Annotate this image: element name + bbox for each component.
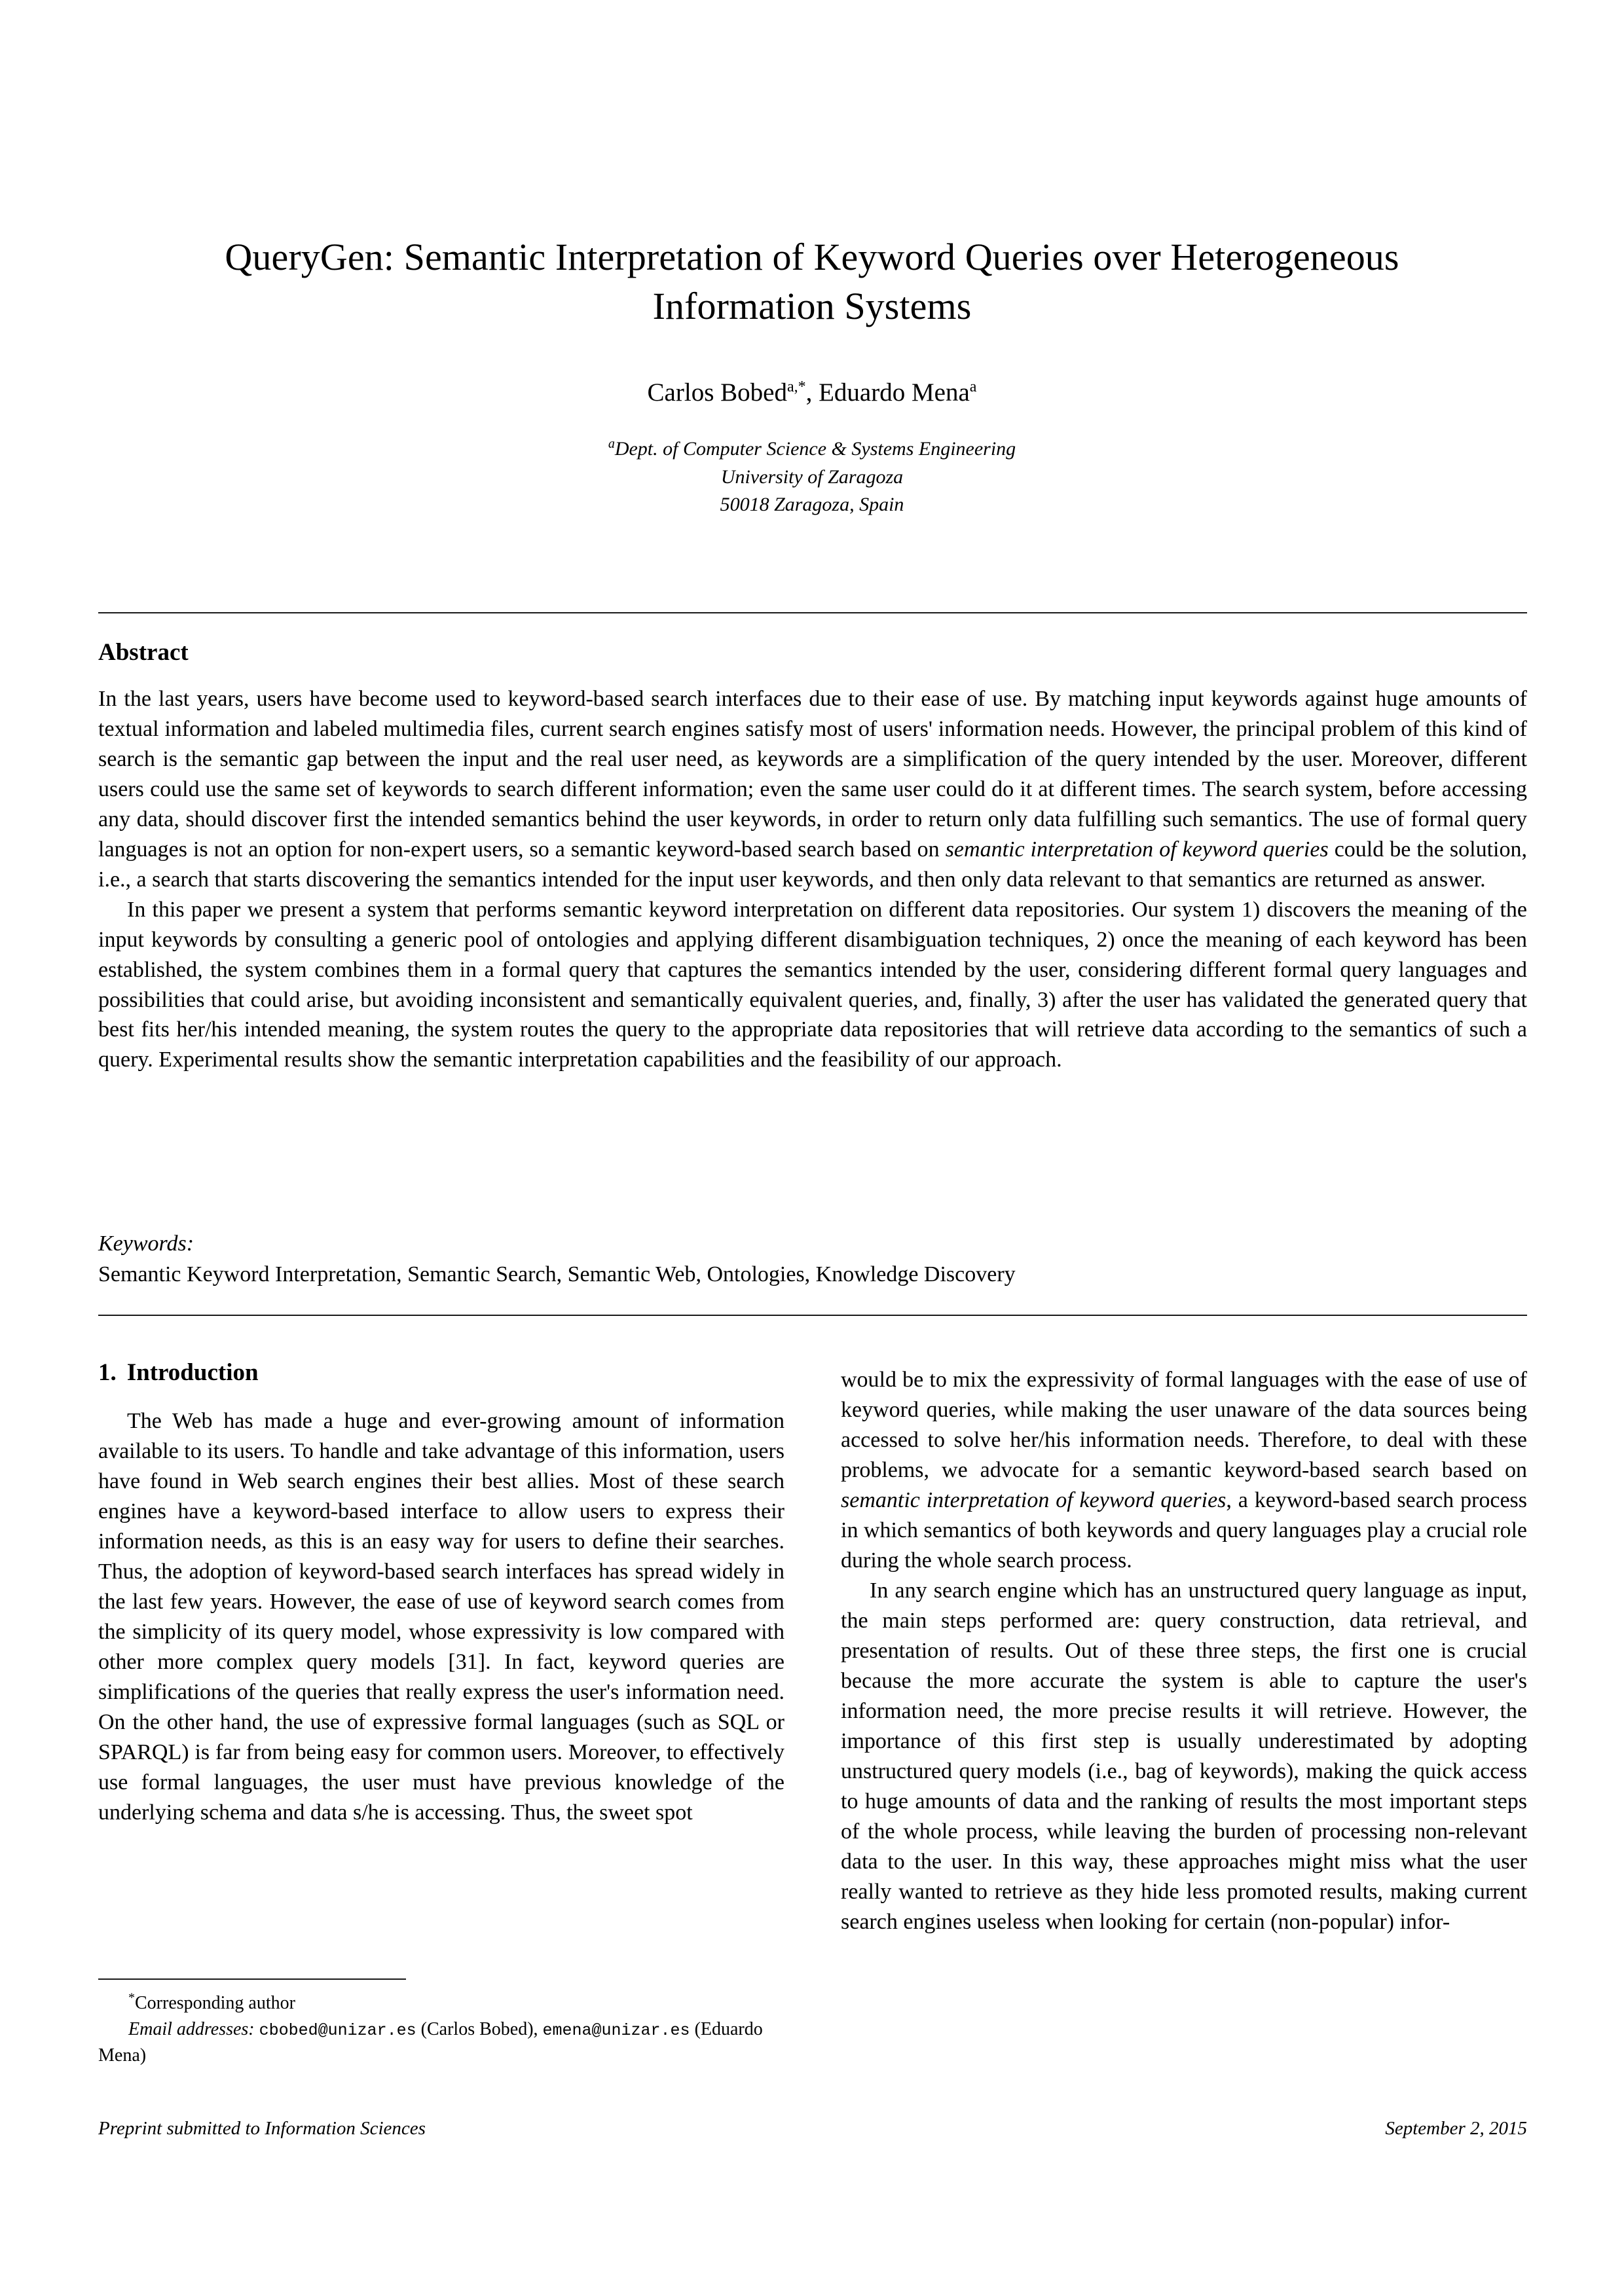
footnote-marker-asterisk: * xyxy=(128,1990,135,2005)
horizontal-rule-top xyxy=(98,612,1527,613)
author-list xyxy=(187,376,1437,410)
abstract-body xyxy=(98,684,1527,1075)
abstract-p1-emphasis: semantic interpretation of keyword queries xyxy=(945,837,1329,862)
keywords-block xyxy=(98,1229,1527,1290)
affiliation-line-1 xyxy=(187,435,1437,464)
section-heading-introduction xyxy=(98,1358,259,1387)
affiliation-line-3: 50018 Zaragoza, Spain xyxy=(720,494,904,516)
page-footer xyxy=(98,2118,1527,2140)
affiliation-line-2: University of Zaragoza xyxy=(720,465,904,488)
footer-date: September 2, 2015 xyxy=(1385,2118,1527,2139)
email-address-1[interactable]: cbobed@unizar.es xyxy=(259,2020,416,2040)
horizontal-rule-bottom xyxy=(98,1315,1527,1316)
body-column-left xyxy=(98,1406,784,1953)
intro-paragraph-right-2: In any search engine which has an unstructured query language as input, the main steps performed are: query construction, data retrieval, and presentation of results. Out of these three steps, the first one is crucial because the more accurate the system is able to capture the user's information need, the more precise results it will retrieve. However, the importance of this first step is usually underestimated by adopting unstructured query models (i.e., bag of keywords), making the quick access to huge amounts of data and the ranking of results the most important steps of the whole process, while leaving the burden of processing non-relevant data to the user. In this way, these approaches might miss what the user really wanted to retrieve as they hide less promoted results, making current search engines useless when looking for certain (non-popular) infor- xyxy=(841,1578,1527,1934)
author-name-2: Eduardo Mena xyxy=(819,378,970,407)
section-title: Introduction xyxy=(126,1359,259,1386)
intro-r1-part-b: , a keyword-based search process in which semantics of both keywords and query languages play a crucial role during the whole search process. xyxy=(841,1488,1528,1573)
footnote-emails xyxy=(98,2016,784,2069)
paper-title: QueryGen: Semantic Interpretation of Keyword Queries over Heterogeneous Information Systems xyxy=(225,236,1399,328)
section-number: 1. xyxy=(98,1359,117,1386)
footnote-block xyxy=(98,1990,784,2068)
footnote-corresponding-author xyxy=(98,1990,784,2016)
intro-r1-emphasis: semantic interpretation of keyword queries xyxy=(841,1488,1227,1512)
footnote-corresponding-text: Corresponding author xyxy=(135,1993,295,2013)
footnote-email-label: Email addresses: xyxy=(128,2018,255,2039)
email-owner-1: (Carlos Bobed), xyxy=(416,2018,538,2039)
author-name-1: Carlos Bobed xyxy=(647,378,787,407)
author-separator: , xyxy=(805,378,819,407)
affiliation-marker: a xyxy=(608,437,615,451)
author-affiliation-mark-1: a,* xyxy=(786,378,806,395)
abstract-p1-part-b: could be the solution, i.e., a search that starts discovering the semantics intended for the input user keywords, and then only data relevant to that semantics are returned as answer. xyxy=(98,837,1527,892)
abstract-heading: Abstract xyxy=(98,639,189,666)
footnote-separator-rule xyxy=(98,1978,406,1980)
email-address-2[interactable]: emena@unizar.es xyxy=(542,2020,690,2040)
intro-paragraph-left: The Web has made a huge and ever-growing amount of information available to its users. To handle and take advantage of this information, users have found in Web search engines their best allies. Most of these search engines have a keyword-based interface to allow users to express their information needs, as this is an easy way for users to define their searches. Thus, the adoption of keyword-based search interfaces has spread widely in the last few years. However, the ease of use of keyword search comes from the simplicity of its query model, whose expressivity is low compared with other more complex query models [31]. In fact, keyword queries are simplifications of the queries that really express the user's information need. On the other hand, the use of expressive formal languages (such as SQL or SPARQL) is far from being easy for common users. Moreover, to effectively use formal languages, the user must have previous knowledge of the underlying schema and data s/he is accessing. Thus, the sweet spot xyxy=(98,1409,784,1825)
keywords-label: Keywords: xyxy=(98,1231,194,1256)
abstract-paragraph-2: In this paper we present a system that performs semantic keyword interpretation on different data repositories. Our system 1) discovers the meaning of the input keywords by consulting a generic pool of ontologies and applying different disambiguation techniques, 2) once the meaning of each keyword has been established, the system combines them in a formal query that captures the semantics intended by the user, considering different formal query languages and possibilities that could arise, but avoiding inconsistent and semantically equivalent queries, and, finally, 3) after the user has validated the generated query that best fits her/his intended meaning, the system routes the query to the appropriate data repositories that will retrieve data according to the semantics of such a query. Experimental results show the semantic interpretation capabilities and the feasibility of our approach. xyxy=(98,897,1527,1072)
body-column-right xyxy=(841,1365,1527,2026)
author-affiliation-mark-2: a xyxy=(969,378,977,395)
email-owner-2: (Eduardo Mena) xyxy=(98,2018,763,2066)
intro-r1-part-a: would be to mix the expressivity of formal languages with the ease of use of keyword queries, while making the user unaware of the data sources being accessed to solve her/his information needs. Therefore, to deal with these problems, we advocate for a semantic keyword-based search based on xyxy=(841,1368,1527,1482)
title-block xyxy=(187,232,1437,331)
abstract-paragraph-1 xyxy=(98,684,1527,895)
intro-paragraph-right-1 xyxy=(841,1365,1527,1576)
abstract-p1-part-a: In the last years, users have become used to keyword-based search interfaces due to their ease of use. By matching input keywords against huge amounts of textual information and labeled multimedia files, current search engines satisfy most of users' information needs. However, the principal problem of this kind of search is the semantic gap between the input and the real user need, as keywords are a simplification of the query intended by the user. Moreover, different users could use the same set of keywords to search different information; even the same user could do it at different times. The search system, before accessing any data, should discover first the intended semantics behind the user keywords, in order to return only data fulfilling such semantics. The use of formal query languages is not an option for non-expert users, so a semantic keyword-based search based on xyxy=(98,687,1527,862)
footer-preprint-note: Preprint submitted to Information Sciences xyxy=(98,2118,426,2139)
affiliation-department: Dept. of Computer Science & Systems Engineering xyxy=(614,438,1016,460)
keywords-list: Semantic Keyword Interpretation, Semantic Search, Semantic Web, Ontologies, Knowledge Discovery xyxy=(98,1262,1016,1286)
affiliation-block xyxy=(187,435,1437,519)
